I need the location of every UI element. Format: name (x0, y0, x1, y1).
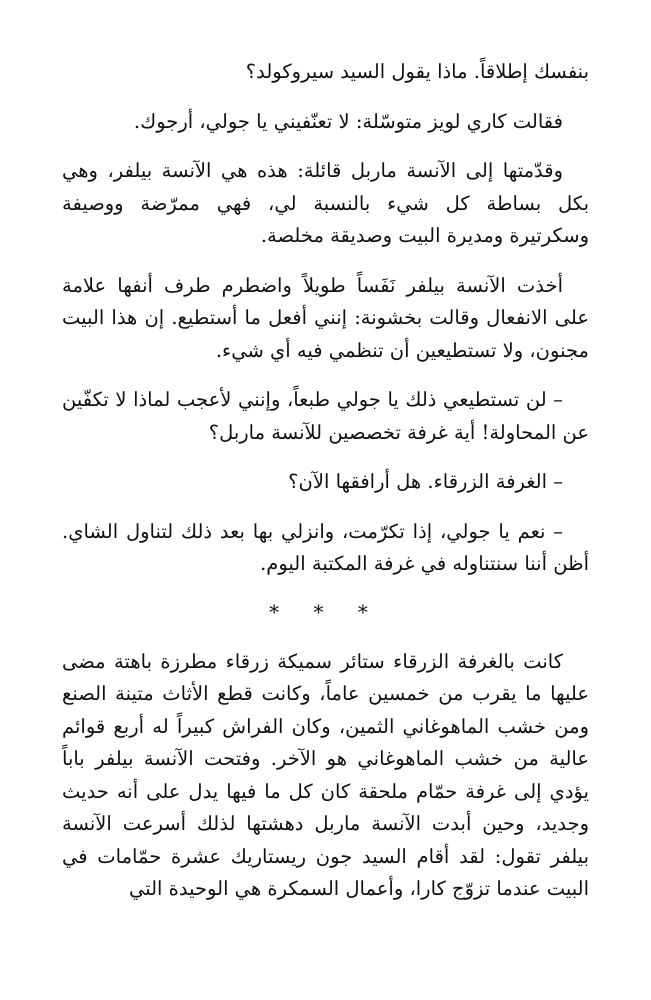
separator-asterisks: * * * (269, 599, 382, 624)
paragraph-dialogue-2: – الغرفة الزرقاء. هل أرافقها الآن؟ (288, 470, 563, 493)
paragraph-introduction-miss-bellever: وقدّمتها إلى الآنسة ماربل قائلة: هذه هي الآنسة بيلفر، وهي بكل بساطة كل شيء بالنسبة لي، فهي ممرّضة ووصيفة وسكرتيرة ومديرة البيت وصديقة مخلصة. (62, 159, 589, 247)
paragraph-carrie-louise-plea: فقالت كاري لويز متوسّلة: لا تعنّفيني يا جولي، أرجوك. (133, 109, 563, 133)
paragraph-blue-room-description: كانت بالغرفة الزرقاء ستائر سميكة زرقاء مطرزة باهتة مضى عليها ما يقرب من خمسين عاماً، وكانت قطع الأثاث متينة الصنع ومن خشب الماهوغاني الثمين، وكان الفراش كبيراً له أربع قوائم عالية من خشب الماهوغاني هو الآخر. وفتحت الآنسة بيلفر باباً يؤدي إلى غرفة حمّام ملحقة كان كل ما فيها يدل على أنه حديث وجديد، وحين أبدت الآنسة ماربل دهشتها لذلك أسرعت الآنسة بيلفر تقول: لقد أقام السيد جون ريستاريك عشرة حمّامات في البيت عندما تزوّج كارا، وأعمال السمكرة هي الوحيدة التي (62, 649, 589, 900)
paragraph-dialogue-3: – نعم يا جولي، إذا تكرّمت، وانزلي بها بعد ذلك لتناول الشاي. أظن أننا سنتناوله في غرفة المكتبة اليوم. (62, 519, 589, 575)
paragraph-bellever-reply: أخذت الآنسة بيلفر نَفَساً طويلاً واضطرم طرف أنفها علامة على الانفعال وقالت بخشونة: إنني أفعل ما أستطيع. إن هذا البيت مجنون، ولا تستطيعين أن تنظمي فيه أي شيء. (62, 273, 589, 362)
paragraph-continuation: بنفسك إطلاقاً. ماذا يقول السيد سيروكولد؟ (245, 60, 589, 83)
paragraph-dialogue-1: – لن تستطيعي ذلك يا جولي طبعاً، وإنني لأعجب لماذا لا تكفّين عن المحاولة! أية غرفة تخصصين للآنسة ماربل؟ (62, 388, 589, 444)
section-separator (62, 598, 589, 626)
book-page (62, 56, 589, 923)
